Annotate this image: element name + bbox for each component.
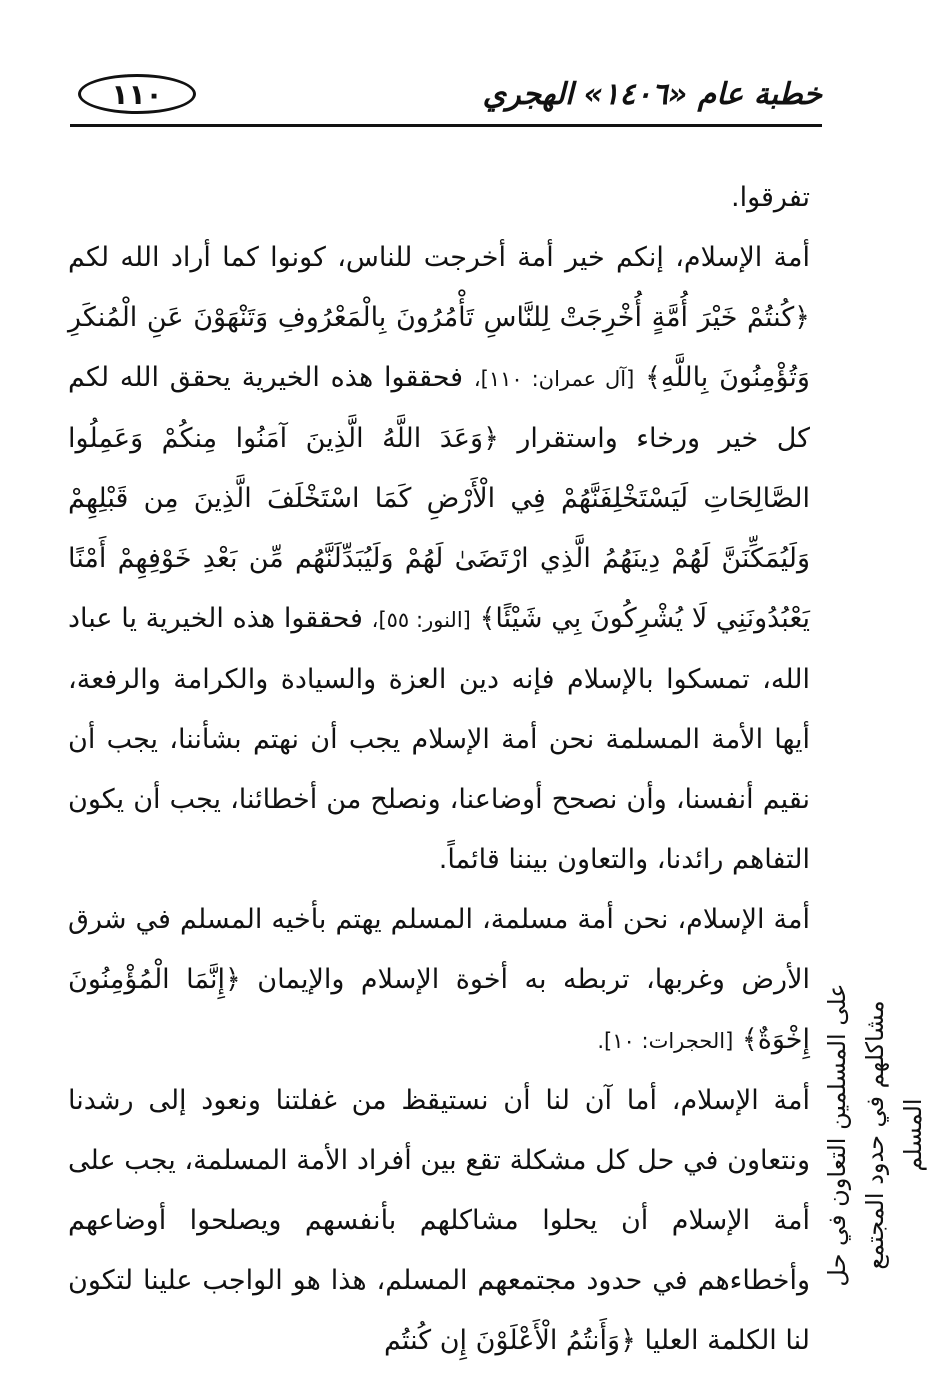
paragraph-2-text-c: فحققوا هذه الخيرية يا عباد الله، تمسكوا بالإسلام فإنه دين العزة والسيادة والكرامة والرفعة، أيها الأمة المسلمة نحن أمة الإسلام يجب أن نهتم بشأننا، يجب أن نقيم أنفسنا، وأن نصحح أوضاعنا، ونصلح من أخطائنا، يجب أن يكون التفاهم رائدنا، والتعاون بيننا قائماً. — [68, 603, 810, 875]
main-text — [68, 168, 810, 1371]
quran-reference: [النور: ٥٥]، — [371, 608, 471, 632]
paragraph-3 — [68, 890, 810, 1071]
quran-reference: [آل عمران: ١١٠]، — [473, 367, 635, 391]
page-number: ١١٠ — [78, 74, 196, 114]
paragraph-2-text-b: فحققوا هذه الخيرية يحقق الله لكم كل خير ورخاء واستقرار ﴿وَعَدَ اللَّهُ الَّذِينَ آمَنُوا مِنكُمْ وَعَمِلُوا الصَّالِحَاتِ لَيَسْتَخْلِفَنَّهُمْ فِي الْأَرْضِ كَمَا اسْتَخْلَفَ الَّذِينَ مِن قَبْلِهِمْ وَلَيُمَكِّنَنَّ لَهُمْ دِينَهُمُ الَّذِي ارْتَضَىٰ لَهُمْ وَلَيُبَدِّلَنَّهُم مِّن بَعْدِ خَوْفِهِمْ أَمْنًا يَعْبُدُونَنِي لَا يُشْرِكُونَ بِي شَيْئًا﴾ — [68, 362, 810, 634]
paragraph-1: تفرقوا. — [730, 182, 810, 213]
margin-note-line-2: مشاكلهم في حدود المجتمع المسلم — [861, 1000, 927, 1270]
paragraph-2-text: أمة الإسلام، إنكم خير أمة أخرجت للناس، كونوا كما أراد الله لكم ﴿كُنتُمْ خَيْرَ أُمَّةٍ أُخْرِجَتْ لِلنَّاسِ تَأْمُرُونَ بِالْمَعْرُوفِ وَتَنْهَوْنَ عَنِ الْمُنكَرِ وَتُؤْمِنُونَ بِاللَّهِ﴾ — [68, 242, 810, 393]
running-title: خطبة عام «١٤٠٦» الهجري — [482, 76, 822, 112]
header-divider — [70, 124, 822, 127]
page-header — [70, 70, 822, 130]
paragraph-2 — [68, 228, 810, 890]
margin-note — [823, 965, 927, 1305]
margin-note-line-1: على المسلمين التعاون في حل — [823, 983, 851, 1287]
margin-note-text — [818, 965, 932, 1305]
quran-reference: [الحجرات: ١٠]. — [597, 1029, 734, 1053]
paragraph-4: أمة الإسلام، أما آن لنا أن نستيقظ من غفلتنا ونعود إلى رشدنا ونتعاون في حل كل مشكلة تقع بين أفراد الأمة المسلمة، يجب على أمة الإسلام أن يحلوا مشاكلهم بأنفسهم ويصلحوا أوضاعهم وأخطاءهم في حدود مجتمعهم المسلم، هذا هو الواجب علينا لتكون لنا الكلمة العليا ﴿وَأَنتُمُ الْأَعْلَوْنَ إِن كُنتُم — [68, 1085, 810, 1356]
paragraph-3-text: أمة الإسلام، نحن أمة مسلمة، المسلم يهتم بأخيه المسلم في شرق الأرض وغربها، تربطه به أخوة الإسلام والإيمان ﴿إِنَّمَا الْمُؤْمِنُونَ إِخْوَةٌ﴾ — [68, 904, 810, 1055]
